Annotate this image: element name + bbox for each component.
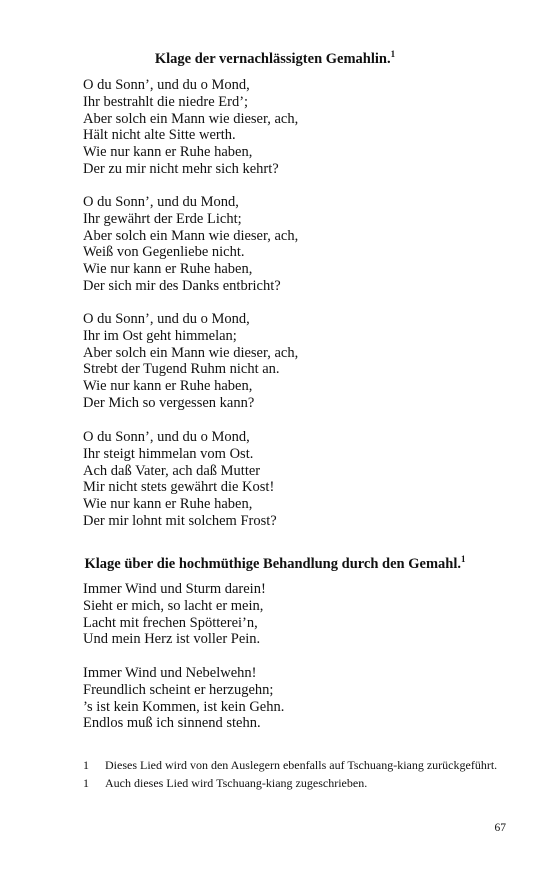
verse-line: O du Sonn’, und du o Mond, [83, 429, 250, 445]
verse-line: Der Mich so vergessen kann? [83, 394, 255, 411]
footnote-text: Auch dieses Lied wird Tschuang-kiang zugeschrieben. [105, 776, 368, 790]
verse-line: Sieht er mich, so lacht er mein, [83, 597, 264, 614]
poem-1-stanza-2 [83, 194, 523, 295]
poem-2-stanza-1 [83, 581, 523, 648]
poem-1-title [0, 50, 550, 68]
verse-line: Aber solch ein Mann wie dieser, ach, [83, 344, 299, 361]
verse-line: Und mein Herz ist voller Pein. [83, 631, 261, 648]
verse-line: Aber solch ein Mann wie dieser, ach, [83, 227, 299, 244]
poem-2-footnote-mark: 1 [461, 554, 466, 565]
poem-1-stanza-1 [83, 77, 523, 178]
verse-line: Ihr steigt himmelan vom Ost. [83, 445, 254, 462]
verse-line: Wie nur kann er Ruhe haben, [83, 378, 253, 395]
verse-line: Weiß von Gegenliebe nicht. [83, 244, 245, 261]
verse-line: Der mir lohnt mit solchem Frost? [83, 512, 277, 529]
verse-line: Strebt der Tugend Ruhm nicht an. [83, 361, 280, 378]
footnote [83, 758, 508, 773]
verse-line: Hält nicht alte Sitte werth. [83, 127, 236, 144]
poem-1-title-text: Klage der vernachlässigten Gemahlin. [154, 51, 391, 67]
page-number: 67 [494, 822, 506, 834]
verse-line: ’s ist kein Kommen, ist kein Gehn. [83, 698, 285, 715]
poem-2-title-text: Klage über die hochmüthige Behandlung durch den Gemahl. [84, 556, 462, 572]
verse-line: Mir nicht stets gewährt die Kost! [83, 479, 275, 496]
verse-line: Ihr im Ost geht himmelan; [83, 327, 237, 344]
verse-line: Ach daß Vater, ach daß Mutter [83, 462, 261, 479]
verse-line: O du Sonn’, und du Mond, [83, 194, 239, 210]
verse-line: Ihr bestrahlt die niedre Erd’; [83, 93, 249, 110]
verse-line: Der sich mir des Danks entbricht? [83, 277, 281, 294]
verse-line: Wie nur kann er Ruhe haben, [83, 144, 253, 161]
footnote [83, 776, 508, 791]
verse-line: Immer Wind und Nebelwehn! [83, 665, 257, 681]
verse-line: Freundlich scheint er herzugehn; [83, 681, 274, 698]
verse-line: Wie nur kann er Ruhe haben, [83, 261, 253, 278]
verse-line: O du Sonn’, und du o Mond, [83, 311, 250, 327]
verse-line: Endlos muß ich sinnend stehn. [83, 715, 261, 732]
poem-1-footnote-mark: 1 [390, 49, 396, 60]
footnote-text: Dieses Lied wird von den Auslegern ebenfalls auf Tschuang-kiang zurückgeführt. [105, 758, 498, 772]
poem-2-title [0, 555, 550, 573]
footnote-number: 1 [83, 758, 89, 772]
verse-line: Wie nur kann er Ruhe haben, [83, 496, 253, 513]
poem-1-stanza-4 [83, 429, 523, 530]
footnote-number: 1 [83, 776, 89, 790]
verse-line: O du Sonn’, und du o Mond, [83, 77, 250, 93]
verse-line: Der zu mir nicht mehr sich kehrt? [83, 160, 279, 177]
poem-1-stanza-3 [83, 311, 523, 412]
verse-line: Ihr gewährt der Erde Licht; [83, 210, 242, 227]
verse-line: Immer Wind und Sturm darein! [83, 581, 266, 597]
footnotes [83, 758, 508, 794]
verse-line: Lacht mit frechen Spötterei’n, [83, 614, 258, 631]
verse-line: Aber solch ein Mann wie dieser, ach, [83, 110, 299, 127]
poem-2-stanza-2 [83, 665, 523, 732]
